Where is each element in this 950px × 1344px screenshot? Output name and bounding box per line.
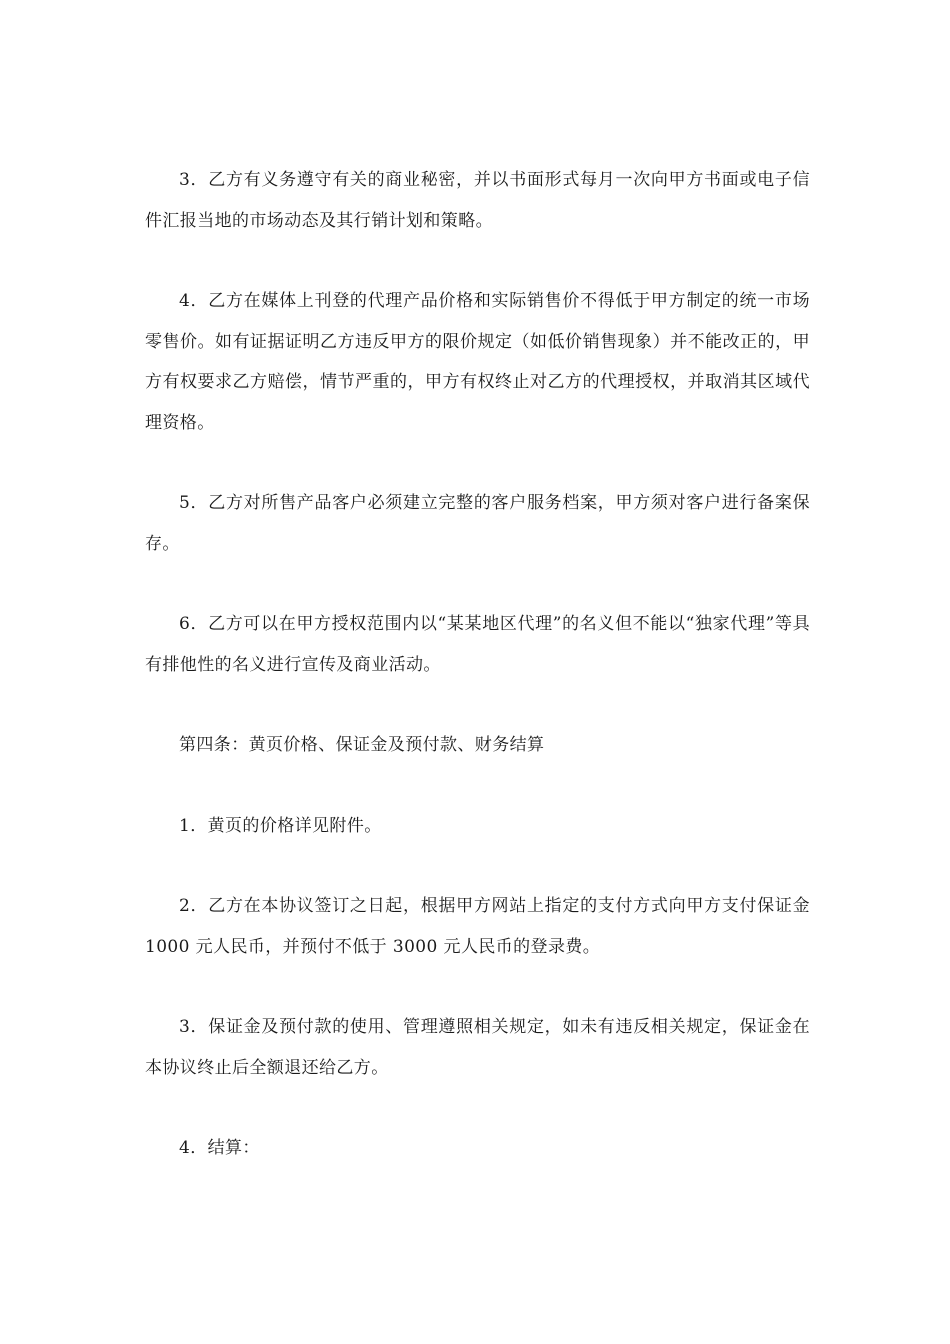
clause-3-confidentiality: 3．乙方有义务遵守有关的商业秘密，并以书面形式每月一次向甲方书面或电子信件汇报当地的市场动态及其行销计划和策略。 <box>145 170 810 231</box>
article-4-heading: 第四条：黄页价格、保证金及预付款、财务结算 <box>179 735 545 755</box>
document-body <box>145 160 810 1209</box>
clause-5-customer-records: 5．乙方对所售产品客户必须建立完整的客户服务档案，甲方须对客户进行备案保存。 <box>145 493 810 554</box>
clause-4-pricing: 4．乙方在媒体上刊登的代理产品价格和实际销售价不得低于甲方制定的统一市场零售价。如有证据证明乙方违反甲方的限价规定（如低价销售现象）并不能改正的，甲方有权要求乙方赔偿，情节严重的，甲方有权终止对乙方的代理授权，并取消其区域代理资格。 <box>145 291 810 433</box>
article-4-item-2: 2．乙方在本协议签订之日起，根据甲方网站上指定的支付方式向甲方支付保证金 1000 元人民币，并预付不低于 3000 元人民币的登录费。 <box>145 896 810 957</box>
article-4-item-1: 1．黄页的价格详见附件。 <box>179 815 382 836</box>
article-4-item-4: 4．结算： <box>179 1138 260 1158</box>
clause-6-promotion: 6．乙方可以在甲方授权范围内以“某某地区代理”的名义但不能以“独家代理”等具有排他性的名义进行宣传及商业活动。 <box>145 614 810 675</box>
article-4-item-3: 3．保证金及预付款的使用、管理遵照相关规定，如未有违反相关规定，保证金在本协议终止后全额退还给乙方。 <box>145 1017 810 1078</box>
